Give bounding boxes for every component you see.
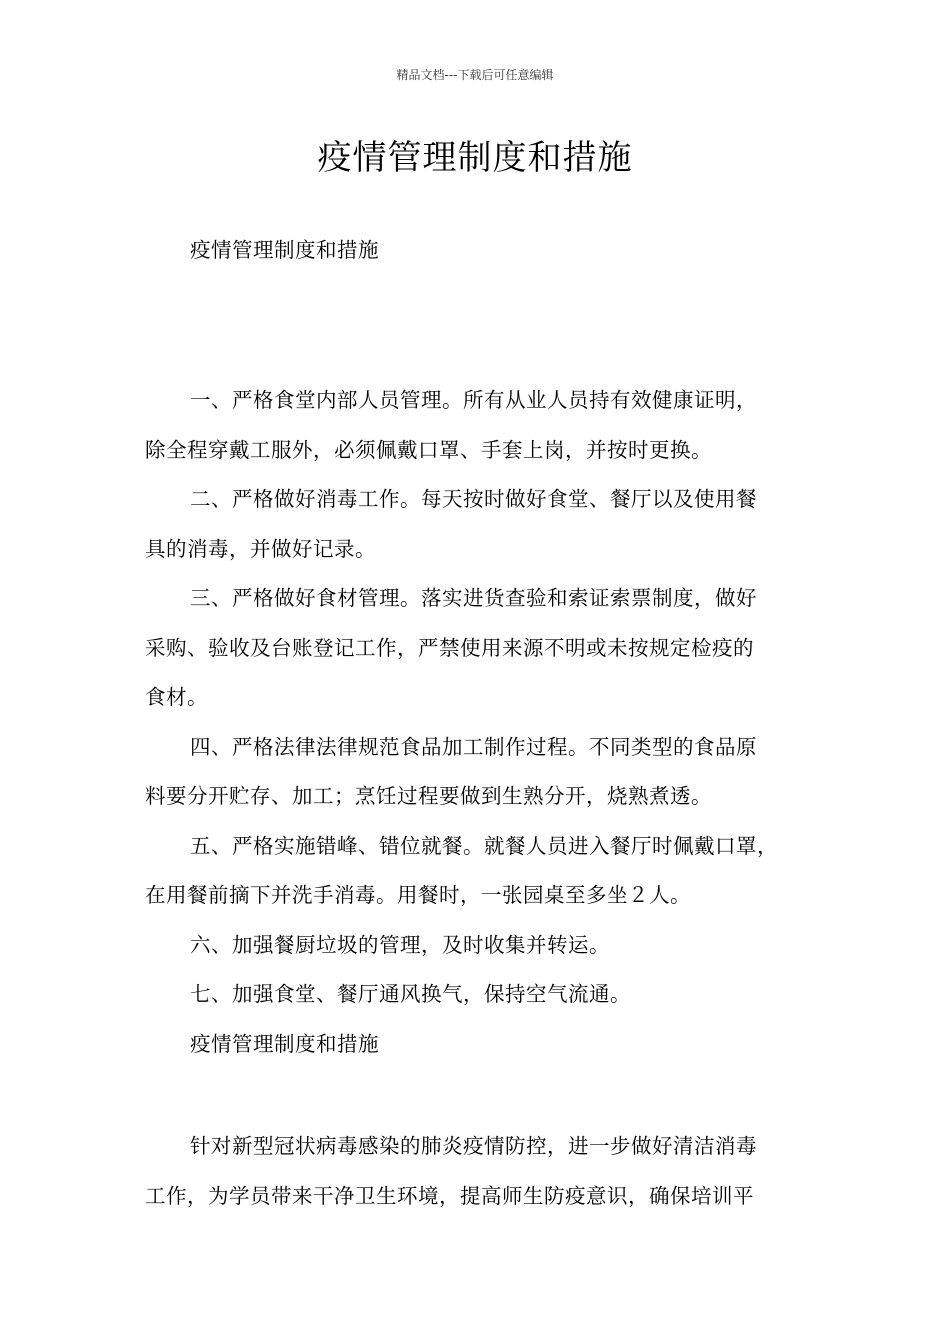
- paragraph-line: 三、严格做好食材管理。落实进货查验和索证索票制度，做好: [190, 586, 757, 610]
- section-2-body: [145, 1122, 817, 1221]
- document-title: 疫情管理制度和措施: [317, 138, 633, 178]
- section-heading: 疫情管理制度和措施: [190, 238, 379, 262]
- paragraph-line: 料要分开贮存、加工；烹饪过程要做到生熟分开，烧熟煮透。: [145, 784, 712, 808]
- header-note: 精品文档---下载后可任意编辑: [396, 68, 554, 82]
- section-heading: 疫情管理制度和措施: [190, 1031, 379, 1056]
- paragraph-line: 四、严格法律法律规范食品加工制作过程。不同类型的食品原: [190, 734, 757, 759]
- paragraph-line: 针对新型冠状病毒感染的肺炎疫情防控，进一步做好清洁消毒: [190, 1134, 757, 1158]
- section-1-body: [145, 376, 817, 1069]
- paragraph-line: 五、严格实施错峰、错位就餐。就餐人员进入餐厅时佩戴口罩，: [190, 833, 778, 858]
- paragraph-line: 一、严格食堂内部人员管理。所有从业人员持有效健康证明，: [190, 388, 757, 412]
- paragraph-line: 除全程穿戴工服外，必须佩戴口罩、手套上岗，并按时更换。: [145, 437, 712, 462]
- paragraph-line: 二、严格做好消毒工作。每天按时做好食堂、餐厅以及使用餐: [190, 487, 757, 511]
- paragraph-line: 具的消毒，并做好记录。: [145, 536, 376, 561]
- paragraph-line: 七、加强食堂、餐厅通风换气，保持空气流通。: [190, 982, 631, 1006]
- paragraph-line: 食材。: [145, 685, 208, 709]
- paragraph-line: 六、加强餐厨垃圾的管理，及时收集并转运。: [190, 932, 610, 957]
- section-1-heading-block: [145, 226, 817, 276]
- paragraph-line: 在用餐前摘下并洗手消毒。用餐时，一张园桌至多坐２人。: [145, 883, 691, 907]
- paragraph-line: 工作，为学员带来干净卫生环境，提高师生防疫意识，确保培训平: [145, 1183, 754, 1208]
- paragraph-line: 采购、验收及台账登记工作，严禁使用来源不明或未按规定检疫的: [145, 635, 754, 660]
